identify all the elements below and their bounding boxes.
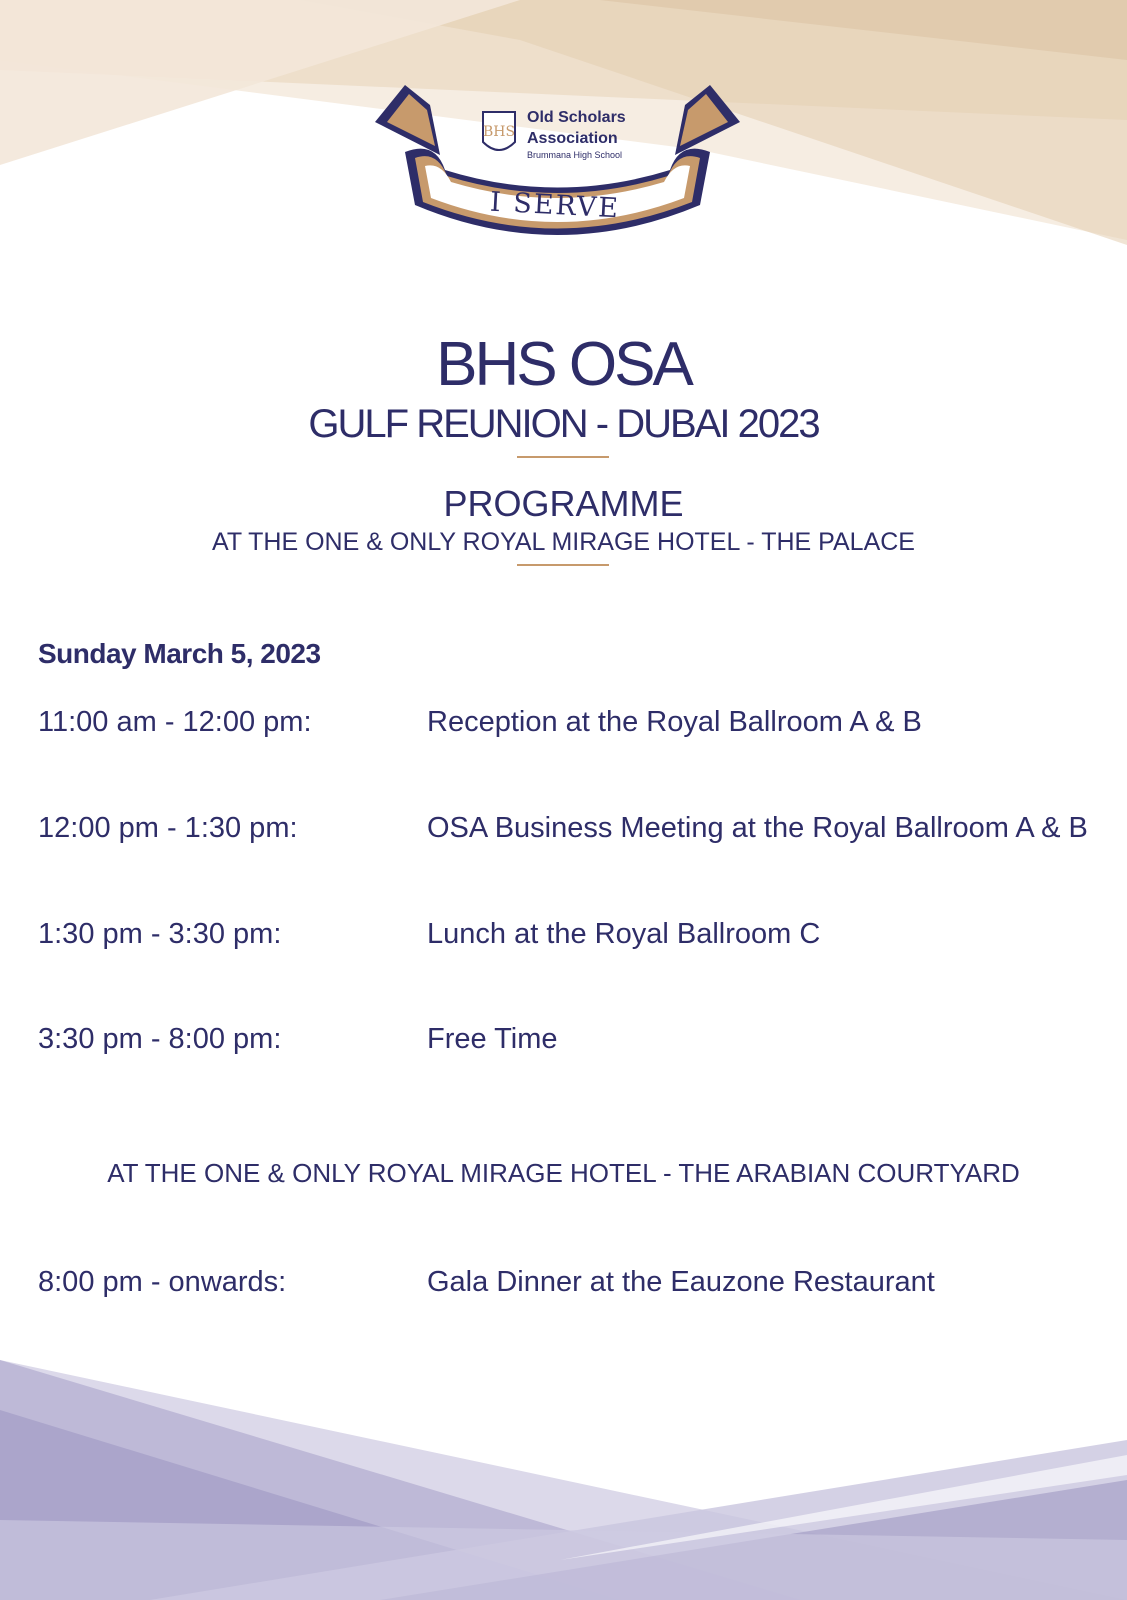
gold-divider bbox=[517, 456, 609, 458]
schedule-time: 8:00 pm - onwards: bbox=[38, 1266, 287, 1298]
gold-divider bbox=[517, 564, 609, 566]
event-date: Sunday March 5, 2023 bbox=[38, 638, 321, 669]
schedule-event: OSA Business Meeting at the Royal Ballroom A & B bbox=[427, 812, 1088, 844]
schedule-time: 11:00 am - 12:00 pm: bbox=[38, 706, 312, 738]
page-title: BHS OSA bbox=[436, 330, 691, 399]
crest-letters: BHS bbox=[482, 124, 516, 140]
schedule-time: 12:00 pm - 1:30 pm: bbox=[38, 812, 298, 844]
logo-org-name bbox=[527, 108, 626, 161]
schedule-event: Reception at the Royal Ballroom A & B bbox=[427, 706, 922, 738]
logo-org-line1: Old Scholars bbox=[527, 109, 626, 126]
logo-motto: I SERVE bbox=[489, 186, 621, 225]
schedule-time: 3:30 pm - 8:00 pm: bbox=[38, 1023, 282, 1055]
event-subtitle: GULF REUNION - DUBAI 2023 bbox=[308, 402, 819, 446]
logo-org-line2: Association bbox=[527, 129, 618, 147]
schedule-time: 1:30 pm - 3:30 pm: bbox=[38, 918, 282, 950]
section-heading: PROGRAMME bbox=[443, 483, 684, 524]
schedule-event: Gala Dinner at the Eauzone Restaurant bbox=[427, 1266, 935, 1298]
venue-heading: AT THE ONE & ONLY ROYAL MIRAGE HOTEL - THE PALACE bbox=[212, 528, 915, 556]
schedule-event: Free Time bbox=[427, 1023, 558, 1055]
logo-school: Brummana High School bbox=[527, 149, 623, 160]
schedule-event: Lunch at the Royal Ballroom C bbox=[427, 918, 821, 950]
venue2-heading: AT THE ONE & ONLY ROYAL MIRAGE HOTEL - THE ARABIAN COURTYARD bbox=[107, 1158, 1020, 1188]
